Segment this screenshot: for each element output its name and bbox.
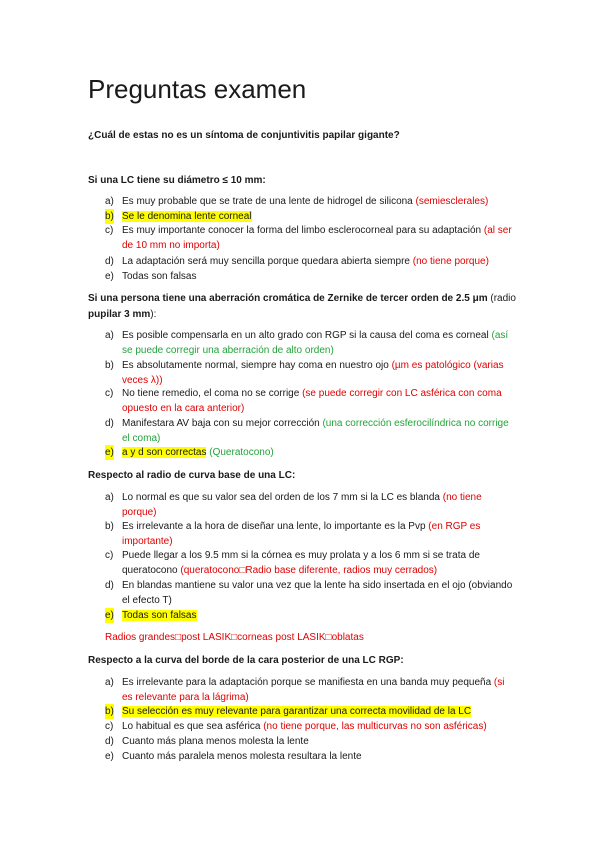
q2-option-c: c) Es muy importante conocer la forma del limbo esclerocorneal para su adaptación (al ser de 10 mm no importa) — [105, 225, 512, 251]
q2-option-b: b) Se le denomina lente corneal — [105, 211, 252, 222]
q4-option-e: e) Todas son falsas — [105, 610, 197, 621]
question-4: Respecto al radio de curva base de una LC: — [88, 470, 296, 481]
q3-option-a: a) Es posible compensarla en un alto grado con RGP si la causa del coma es corneal (así se puede corregir una aberración de alto orden) — [105, 330, 509, 356]
question-1: ¿Cuál de estas no es un síntoma de conjuntivitis papilar gigante? — [88, 130, 400, 141]
question-3: Si una persona tiene una aberración cromática de Zernike de tercer orden de 2.5 μm (radio pupilar 3 mm): — [88, 293, 516, 320]
q3-option-b: b) Es absolutamente normal, siempre hay coma en nuestro ojo (µm es patológico (varias veces λ)) — [105, 360, 504, 386]
q5-option-b: b) Su selección es muy relevante para garantizar una correcta movilidad de la LC — [105, 706, 472, 717]
q5-option-d: d) Cuanto más plana menos molesta la lente — [105, 736, 309, 747]
q5-option-a: a) Es irrelevante para la adaptación porque se manifiesta en una banda muy pequeña (si es relevante para la lágrima) — [105, 677, 505, 703]
q2-option-e: e) Todas son falsas — [105, 271, 197, 282]
q3-option-e: e) a y d son correctas (Queratocono) — [105, 447, 274, 458]
q3-option-d: d) Manifestara AV baja con su mejor corrección (una corrección esferocilíndrica no corrige el coma) — [105, 418, 509, 444]
q4-option-b: b) Es irrelevante a la hora de diseñar una lente, lo importante es la Pvp (en RGP es importante) — [105, 521, 481, 547]
q3-option-c: c) No tiene remedio, el coma no se corrige (se puede corregir con LC asférica con coma opuesto en la cara anterior) — [105, 388, 502, 414]
q5-option-e: e) Cuanto más paralela menos molesta resultara la lente — [105, 751, 362, 762]
question-2: Si una LC tiene su diámetro ≤ 10 mm: — [88, 175, 266, 186]
question-5: Respecto a la curva del borde de la cara posterior de una LC RGP: — [88, 655, 404, 666]
q5-option-c: c) Lo habitual es que sea asférica (no tiene porque, las multicurvas no son asféricas) — [105, 721, 487, 732]
q4-option-c: c) Puede llegar a los 9.5 mm si la córnea es muy prolata y a los 6 mm si se trata de queratocono (queratocono□Radio base diferente, radios muy cerrados) — [105, 550, 480, 576]
q2-option-a: a) Es muy probable que se trate de una lente de hidrogel de silicona (semiesclerales) — [105, 196, 489, 207]
q2-option-d: d) La adaptación será muy sencilla porque quedara abierta siempre (no tiene porque) — [105, 256, 489, 267]
q4-option-a: a) Lo normal es que su valor sea del orden de los 7 mm si la LC es blanda (no tiene porque) — [105, 492, 482, 518]
page-title: Preguntas examen — [88, 74, 307, 104]
q4-option-d: d) En blandas mantiene su valor una vez que la lente ha sido insertada en el ojo (obviando el efecto T) — [105, 580, 513, 606]
q4-footnote: Radios grandes□post LASIK□corneas post LASIK□oblatas — [105, 632, 364, 643]
